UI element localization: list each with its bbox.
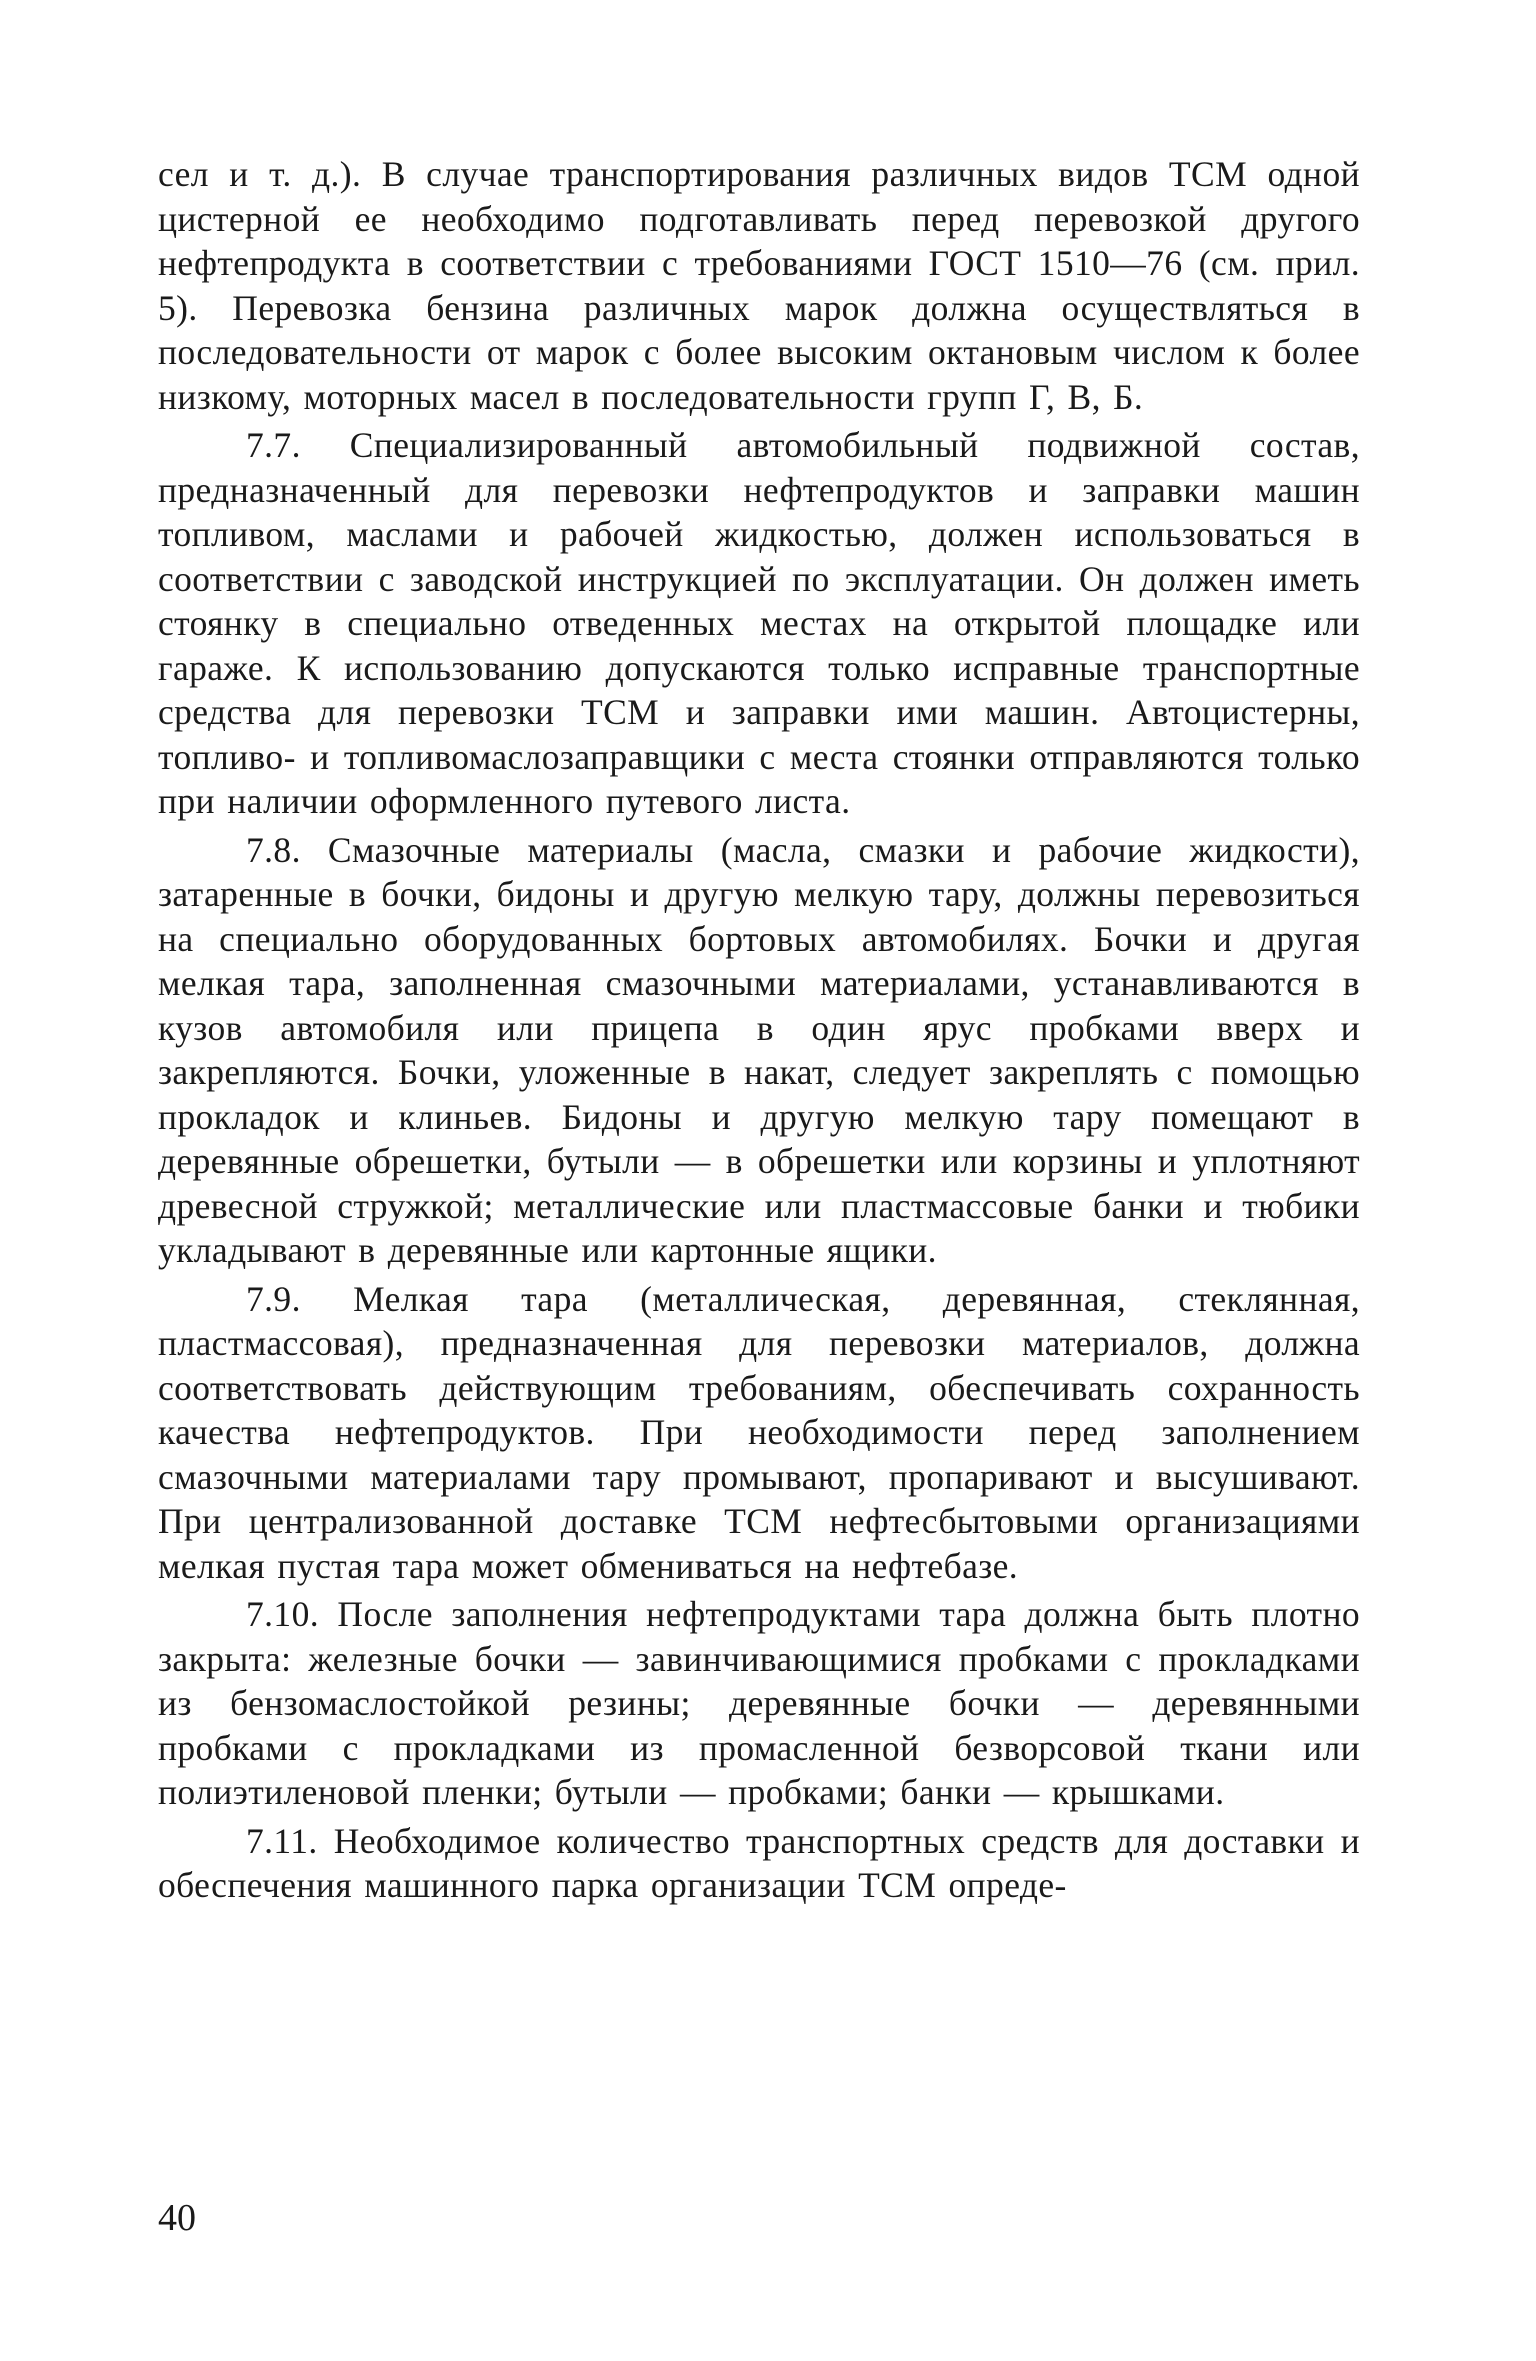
page-number: 40 — [158, 2197, 196, 2239]
paragraph-7-11: 7.11. Необходимое количество транспортных средств для доставки и обеспечения машинного парка организации ТСМ опреде- — [158, 1820, 1360, 1905]
paragraph-7-8: 7.8. Смазочные материалы (масла, смазки и рабочие жидкости), затаренные в бочки, бидоны и другую мелкую тару, должны перевозиться на специально оборудованных бортовых автомобилях. Бочки и другая мелкая тара, заполненная смазочными материалами, устанавливаются в кузов автомобиля или прицепа в один ярус пробками вверх и закрепляются. Бочки, уложенные в накат, следует закреплять с помощью прокладок и клиньев. Бидоны и другую мелкую тару помещают в деревянные обрешетки, бутыли — в обрешетки или корзины и уплотняют древесной стружкой; металлические или пластмассовые банки и тюбики укладывают в деревянные или картонные ящики. — [158, 829, 1360, 1270]
paragraph-7-10: 7.10. После заполнения нефтепродуктами тара должна быть плотно закрыта: железные бочки — завинчивающимися пробками с прокладками из бензомаслостойкой резины; деревянные бочки — деревянными пробками с прокладками из промасленной безворсовой ткани или полиэтиленовой пленки; бутыли — пробками; банки — крышками. — [158, 1594, 1360, 1812]
body-text — [158, 152, 1360, 1912]
paragraph-7-7: 7.7. Специализированный автомобильный подвижной состав, предназначенный для перевозки нефтепродуктов и заправки машин топливом, маслами и рабочей жидкостью, должен использоваться в соответствии с заводской инструкцией по эксплуатации. Он должен иметь стоянку в специально отведенных местах на открытой площадке или гараже. К использованию допускаются только исправные транспортные средства для перевозки ТСМ и заправки ими машин. Автоцистерны, топливо- и топливомаслозаправщики с места стоянки отправляются только при наличии оформленного путевого листа. — [158, 425, 1360, 821]
paragraph-7-9: 7.9. Мелкая тара (металлическая, деревянная, стеклянная, пластмассовая), предназначенная для перевозки материалов, должна соответствовать действующим требованиям, обеспечивать сохранность качества нефтепродуктов. При необходимости перед заполнением смазочными материалами тару промывают, пропаривают и высушивают. При централизованной доставке ТСМ нефтесбытовыми организациями мелкая пустая тара может обмениваться на нефтебазе. — [158, 1278, 1360, 1586]
paragraph-continuation: сел и т. д.). В случае транспортирования различных видов ТСМ одной цистерной ее необходимо подготавливать перед перевозкой другого нефтепродукта в соответствии с требованиями ГОСТ 1510—76 (см. прил. 5). Перевозка бензина различных марок должна осуществляться в последовательности от марок с более высоким октановым числом к более низкому, моторных масел в последовательности групп Г, В, Б. — [158, 154, 1360, 417]
